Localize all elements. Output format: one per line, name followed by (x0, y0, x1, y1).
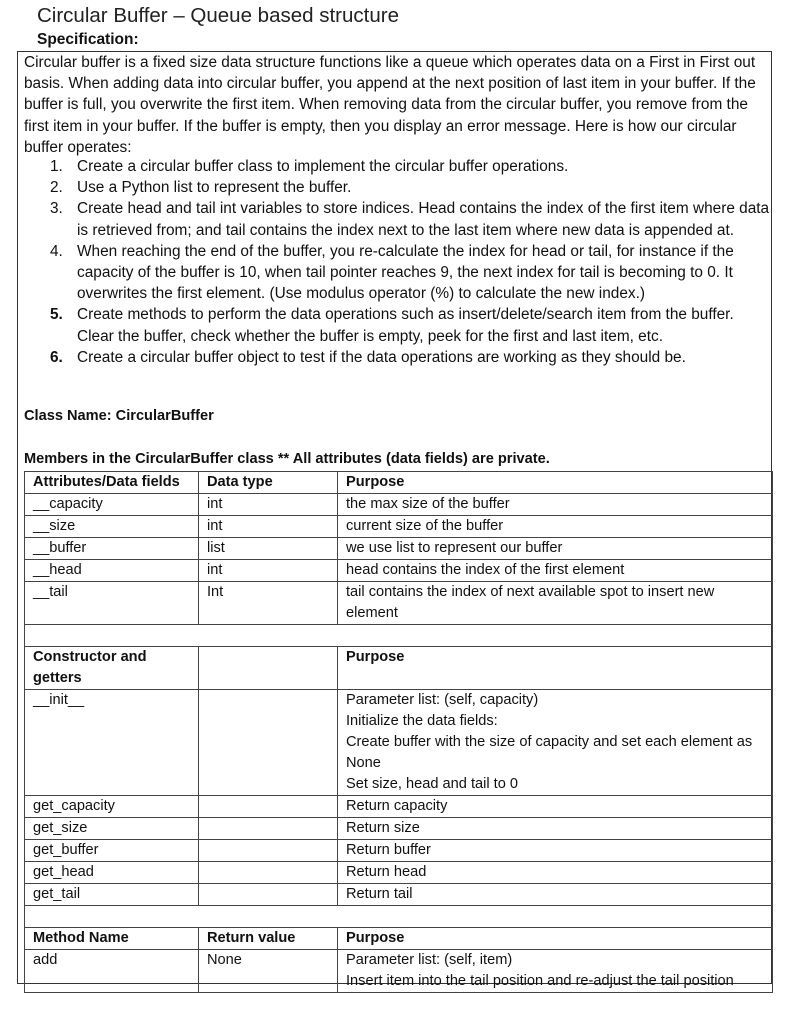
class-name (24, 408, 214, 424)
header-cell (199, 647, 338, 690)
getter-name: get_buffer (25, 840, 199, 862)
step-text: Create methods to perform the data operations such as insert/delete/search item from the buffer. Clear the buffer, check whether the buffer is empty, peek for the first and last item, etc. (77, 306, 734, 345)
attribute-type: list (199, 538, 338, 560)
header-cell: Constructor and getters (25, 647, 199, 690)
step-text: Create head and tail int variables to store indices. Head contains the index of the first item where data is retrieved from; and tail contains the index next to the last item where new data is appended at. (77, 200, 770, 239)
list-item (50, 304, 770, 346)
table-row (25, 582, 773, 625)
class-name-label: Class Name (24, 408, 107, 424)
attribute-name: __capacity (25, 494, 199, 516)
table-row (25, 538, 773, 560)
class-name-value: : CircularBuffer (106, 408, 214, 424)
list-item (50, 177, 770, 198)
attribute-purpose: the max size of the buffer (338, 494, 773, 516)
attribute-purpose: tail contains the index of next available spot to insert new element (338, 582, 773, 625)
list-item (50, 241, 770, 305)
purpose-line: Insert item into the tail position and re-adjust the tail position (346, 973, 734, 989)
step-text: When reaching the end of the buffer, you re-calculate the index for head or tail, for instance if the capacity of the buffer is 10, when tail pointer reaches 9, the next index for tail is becoming to 0. It overwrites the first element. (Use modulus operator (%) to calculate the new index.) (77, 242, 734, 303)
method-name: __init__ (25, 690, 199, 796)
getter-name: get_tail (25, 884, 199, 906)
step-text: Create a circular buffer object to test if the data operations are working as they should be. (77, 348, 686, 366)
getter-name: get_head (25, 862, 199, 884)
step-text: Create a circular buffer class to implement the circular buffer operations. (77, 158, 569, 175)
specification-label: Specification: (37, 31, 139, 48)
header-cell: Purpose (338, 472, 773, 494)
table-row (25, 950, 773, 993)
getter-name: get_capacity (25, 796, 199, 818)
purpose-line: Set size, head and tail to 0 (346, 776, 518, 792)
attribute-name: __head (25, 560, 199, 582)
table-row (25, 796, 773, 818)
step-number: 5. (50, 306, 63, 324)
page-title: Circular Buffer – Queue based structure (37, 4, 399, 27)
table-row (25, 560, 773, 582)
method-purpose (338, 950, 773, 993)
purpose-line: Parameter list: (self, capacity) (346, 692, 539, 708)
header-cell: Purpose (338, 928, 773, 950)
step-text: Use a Python list to represent the buffer. (77, 179, 352, 197)
purpose-line: Initialize the data fields: (346, 713, 498, 729)
attribute-purpose: current size of the buffer (338, 516, 773, 538)
step-number: 1. (50, 158, 63, 175)
table-row (25, 840, 773, 862)
attribute-purpose: head contains the index of the first element (338, 560, 773, 582)
step-number: 2. (50, 179, 63, 197)
table-header-row (25, 928, 773, 950)
purpose-line: Create buffer with the size of capacity and set each element as None (346, 734, 753, 771)
header-cell: Purpose (338, 647, 773, 690)
table-header-row (25, 647, 773, 690)
attribute-type: int (199, 560, 338, 582)
getter-purpose: Return size (338, 818, 773, 840)
attribute-name: __tail (25, 582, 199, 625)
list-item (50, 198, 770, 240)
intro-paragraph: Circular buffer is a fixed size data structure functions like a queue which operates data on a First in First out basis. When adding data into circular buffer, you append at the next position of last item in your buffer. If the buffer is full, you overwrite the first item. When removing data from the circular buffer, you remove from the first item in your buffer. If the buffer is empty, then you display an error message. Here is how our circular buffer operates: (24, 54, 756, 156)
attribute-name: __buffer (25, 538, 199, 560)
attribute-type: int (199, 494, 338, 516)
list-item (50, 347, 770, 368)
attribute-purpose: we use list to represent our buffer (338, 538, 773, 560)
table-row (25, 884, 773, 906)
spacer-row (25, 625, 773, 647)
list-item (50, 156, 770, 177)
table-row (25, 818, 773, 840)
getter-purpose: Return buffer (338, 840, 773, 862)
members-title: Members in the CircularBuffer class ** All attributes (data fields) are private. (24, 451, 550, 467)
step-number: 4. (50, 242, 63, 260)
header-cell: Attributes/Data fields (25, 472, 199, 494)
getter-purpose: Return tail (338, 884, 773, 906)
table-header-row (25, 472, 773, 494)
attribute-name: __size (25, 516, 199, 538)
purpose-line: Parameter list: (self, item) (346, 952, 513, 968)
getter-purpose: Return capacity (338, 796, 773, 818)
steps-list (50, 156, 770, 368)
table-row (25, 516, 773, 538)
table-row (25, 494, 773, 516)
getter-purpose: Return head (338, 862, 773, 884)
getter-name: get_size (25, 818, 199, 840)
step-number: 3. (50, 200, 63, 218)
members-table (24, 471, 773, 993)
step-number: 6. (50, 348, 63, 366)
attribute-type: int (199, 516, 338, 538)
table-row (25, 690, 773, 796)
method-purpose (338, 690, 773, 796)
table-row (25, 862, 773, 884)
method-return: None (199, 950, 338, 993)
spacer-row (25, 906, 773, 928)
header-cell: Return value (199, 928, 338, 950)
attribute-type: Int (199, 582, 338, 625)
header-cell: Data type (199, 472, 338, 494)
header-cell: Method Name (25, 928, 199, 950)
method-name: add (25, 950, 199, 993)
